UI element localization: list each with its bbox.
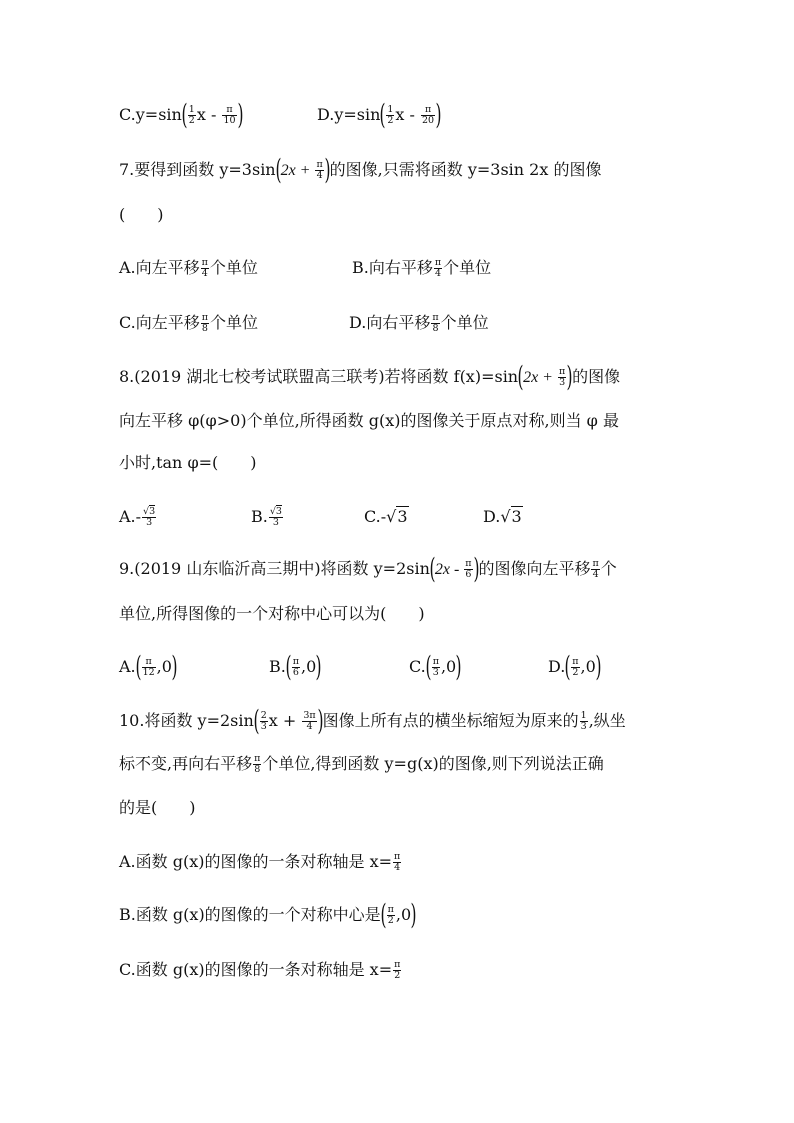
q9-option-d: D.( $\frac{\pi}{2}$ ,0) [548, 649, 602, 683]
q10-stem-line2: 标不变,再向右平移 $\frac{\pi}{8}$ 个单位,得到函数 y=g(x)的图像,则下列说法正确 [119, 753, 604, 775]
q7-option-a: A.向左平移 $\frac{\pi}{4}$ 个单位 [119, 257, 258, 279]
q9-option-b: B.( $\frac{\pi}{6}$ ,0) [269, 649, 322, 683]
q9-option-c: C.( $\frac{\pi}{3}$ ,0) [409, 649, 462, 683]
q9-option-a: A.( $\frac{\pi}{12}$ ,0) [119, 649, 178, 683]
q6-option-c: C.y=sin( $\frac{1}{2}$ x - $\frac{\pi}{10}$ ) [119, 97, 244, 131]
q8-option-a: A.- $\frac{√3}{3}$ [119, 506, 156, 528]
q10-option-a: A.函数 g(x)的图像的一条对称轴是 x= $\frac{\pi}{4}$ [119, 851, 401, 873]
q10-option-b: B.函数 g(x)的图像的一个对称中心是( $\frac{\pi}{2}$ ,0) [119, 897, 417, 931]
q8-stem-line2: 向左平移 φ(φ>0)个单位,所得函数 g(x)的图像关于原点对称,则当 φ 最 [119, 411, 619, 430]
q10-stem-line1: 10.将函数 y=2sin( $\frac{2}{3}$ x + $\frac{3\pi}{4}$ )图像上所有点的横坐标缩短为原来的 $\frac{1}{3}$ ,纵坐 [119, 703, 626, 737]
q8-stem-line3: 小时,tan φ=( ) [119, 453, 257, 472]
q7-stem: 7.要得到函数 y=3sin(2x + $\frac{\pi}{4}$ )的图像,只需将函数 y=3sin 2x 的图像 [119, 152, 602, 186]
q8-stem-line1: 8.(2019 湖北七校考试联盟高三联考)若将函数 f(x)=sin(2x + $\frac{\pi}{3}$ )的图像 [119, 359, 621, 393]
q6-option-d: D.y=sin( $\frac{1}{2}$ x - $\frac{\pi}{20}$ ) [317, 97, 442, 131]
q9-stem-line2: 单位,所得图像的一个对称中心可以为( ) [119, 604, 425, 623]
q8-option-c: C.-√3 [364, 507, 408, 526]
q10-option-c: C.函数 g(x)的图像的一条对称轴是 x= $\frac{\pi}{2}$ [119, 959, 401, 981]
q10-stem-line3: 的是( ) [119, 798, 196, 817]
q7-answer-paren: ( ) [119, 205, 164, 224]
q7-option-b: B.向右平移 $\frac{\pi}{4}$ 个单位 [352, 257, 492, 279]
q8-option-b: B. $\frac{√3}{3}$ [251, 506, 282, 528]
q9-stem-line1: 9.(2019 山东临沂高三期中)将函数 y=2sin(2x - $\frac{\pi}{6}$ )的图像向左平移 $\frac{\pi}{4}$ 个 [119, 551, 617, 585]
q7-option-d: D.向右平移 $\frac{\pi}{8}$ 个单位 [349, 312, 489, 334]
q8-option-d: D.√3 [483, 507, 522, 526]
q7-option-c: C.向左平移 $\frac{\pi}{8}$ 个单位 [119, 312, 259, 334]
